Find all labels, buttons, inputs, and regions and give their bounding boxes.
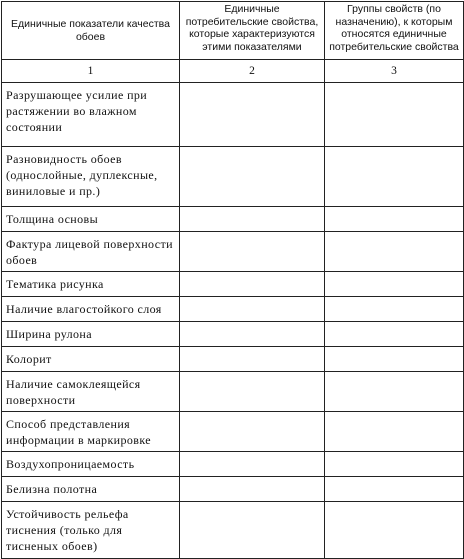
blank-cell [325, 347, 464, 372]
table-row [2, 272, 464, 297]
indicator-cell: Толщина основы [2, 207, 180, 232]
blank-cell [325, 452, 464, 477]
indicator-cell: Устойчивость рельефа тиснения (только для тисненых обоев) [2, 502, 180, 559]
indicator-cell: Ширина рулона [2, 322, 180, 347]
header-property-groups: Группы свойств (по назначению), к которым относятся единичные потребительские свойства [325, 2, 464, 60]
quality-table [1, 1, 464, 559]
blank-cell [180, 272, 325, 297]
blank-cell [325, 147, 464, 207]
blank-cell [180, 412, 325, 452]
table-row [2, 207, 464, 232]
blank-cell [325, 297, 464, 322]
indicator-cell: Наличие самоклеящейся поверхности [2, 372, 180, 412]
blank-cell [180, 477, 325, 502]
blank-cell [180, 452, 325, 477]
blank-cell [180, 297, 325, 322]
indicator-cell: Воздухопроницаемость [2, 452, 180, 477]
blank-cell [325, 322, 464, 347]
indicator-cell: Разновидность обоев (однослойные, дуплексные, виниловые и пр.) [2, 147, 180, 207]
indicator-cell: Способ представления информации в маркировке [2, 412, 180, 452]
blank-cell [180, 147, 325, 207]
blank-cell [180, 83, 325, 147]
table-row [2, 412, 464, 452]
table-row [2, 502, 464, 559]
blank-cell [325, 412, 464, 452]
blank-cell [180, 502, 325, 559]
table-row [2, 477, 464, 502]
blank-cell [325, 232, 464, 272]
table-row [2, 297, 464, 322]
blank-cell [325, 502, 464, 559]
column-number: 2 [180, 60, 325, 83]
blank-cell [325, 83, 464, 147]
table-row [2, 232, 464, 272]
table-row [2, 347, 464, 372]
blank-cell [180, 232, 325, 272]
column-number: 1 [2, 60, 180, 83]
blank-cell [180, 207, 325, 232]
table-row [2, 147, 464, 207]
column-number-row [2, 60, 464, 83]
blank-cell [325, 477, 464, 502]
blank-cell [180, 347, 325, 372]
table-row [2, 322, 464, 347]
table-row [2, 83, 464, 147]
indicator-cell: Наличие влагостойкого слоя [2, 297, 180, 322]
indicator-cell: Тематика рисунка [2, 272, 180, 297]
blank-cell [325, 207, 464, 232]
indicator-cell: Колорит [2, 347, 180, 372]
table-row [2, 452, 464, 477]
header-consumer-properties: Единичные потребительские свойства, которые характеризуются этими показателями [180, 2, 325, 60]
header-row [2, 2, 464, 60]
indicator-cell: Разрушающее усилие при растяжении во влажном состоянии [2, 83, 180, 147]
column-number: 3 [325, 60, 464, 83]
blank-cell [180, 322, 325, 347]
indicator-cell: Белизна полотна [2, 477, 180, 502]
header-quality-indicators: Единичные показатели качества обоев [2, 2, 180, 60]
indicator-cell: Фактура лицевой поверхности обоев [2, 232, 180, 272]
blank-cell [180, 372, 325, 412]
table-row [2, 372, 464, 412]
blank-cell [325, 272, 464, 297]
blank-cell [325, 372, 464, 412]
